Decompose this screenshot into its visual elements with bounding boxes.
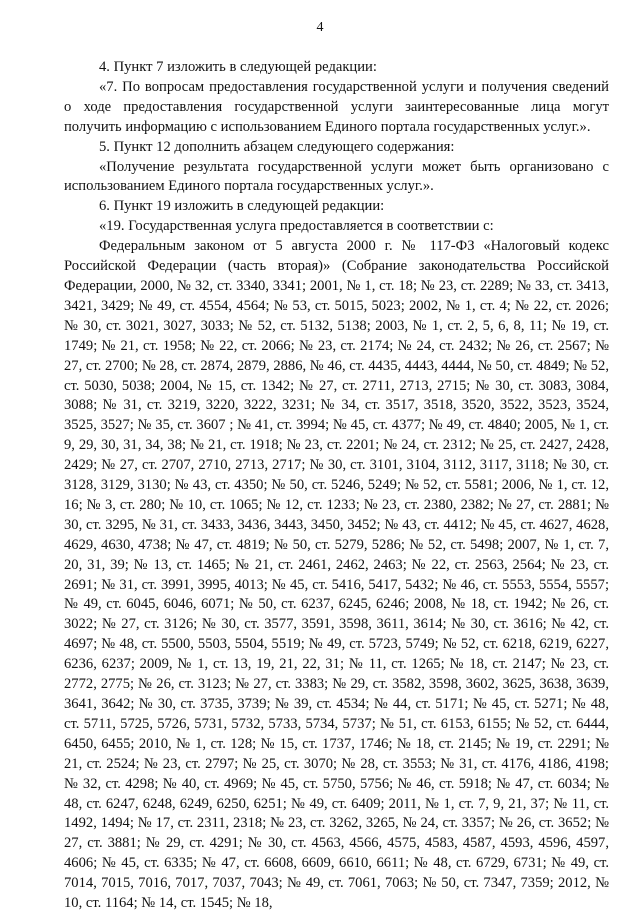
page-number: 4 <box>316 20 324 35</box>
document-body <box>64 58 609 914</box>
paragraph-tax-code-references: Федеральным законом от 5 августа 2000 г. № 117-ФЗ «Налоговый кодекс Российской Федерации (часть вторая)» (Собрание законодательства Российской Федерации, 2000, № 32, ст. 3340, 3341; 2001, № 1, ст. 18; № 23, ст. 2289; № 33, ст. 3413, 3421, 3429; № 49, ст. 4554, 4564; № 53, ст. 5015, 5023; 2002, № 1, ст. 4; № 22, ст. 2026; № 30, ст. 3021, 3027, 3033; № 52, ст. 5132, 5138; 2003, № 1, ст. 2, 5, 6, 8, 11; № 19, ст. 1749; № 21, ст. 1958; № 22, ст. 2066; № 23, ст. 2174; № 24, ст. 2432; № 26, ст. 2567; № 27, ст. 2700; № 28, ст. 2874, 2879, 2886, № 46, ст. 4435, 4443, 4444, № 50, ст. 4849; № 52, ст. 5030, 5038; 2004, № 15, ст. 1342; № 27, ст. 2711, 2713, 2715; № 30, ст. 3083, 3084, 3088; № 31, ст. 3219, 3220, 3222, 3231; № 34, ст. 3517, 3518, 3520, 3522, 3523, 3524, 3525, 3527; № 35, ст. 3607 ; № 41, ст. 3994; № 45, ст. 4377; № 49, ст. 4840; 2005, № 1, ст. 9, 29, 30, 31, 34, 38; № 21, ст. 1918; № 23, ст. 2201; № 24, ст. 2312; № 25, ст. 2427, 2428, 2429; № 27, ст. 2707, 2710, 2713, 2717; № 30, ст. 3101, 3104, 3112, 3117, 3118; № 30, ст. 3128, 3129, 3130; № 43, ст. 4350; № 50, ст. 5246, 5249; № 52, ст. 5581; 2006, № 1, ст. 12, 16; № 3, ст. 280; № 10, ст. 1065; № 12, ст. 1233; № 23, ст. 2380, 2382; № 27, ст. 2881; № 30, ст. 3295, № 31, ст. 3433, 3436, 3443, 3450, 3452; № 43, ст. 4412; № 45, ст. 4627, 4628, 4629, 4630, 4738; № 47, ст. 4819; № 50, ст. 5279, 5286; № 52, ст. 5498; 2007, № 1, ст. 7, 20, 31, 39; № 13, ст. 1465; № 21, ст. 2461, 2462, 2463; № 22, ст. 2563, 2564; № 23, ст. 2691; № 31, ст. 3991, 3995, 4013; № 45, ст. 5416, 5417, 5432; № 46, ст. 5553, 5554, 5557; № 49, ст. 6045, 6046, 6071; № 50, ст. 6237, 6245, 6246; 2008, № 18, ст. 1942; № 26, ст. 3022; № 27, ст. 3126; № 30, ст. 3577, 3591, 3598, 3611, 3614; № 30, ст. 3616; № 42, ст. 4697; № 48, ст. 5500, 5503, 5504, 5519; № 49, ст. 5723, 5749; № 52, ст. 6218, 6219, 6227, 6236, 6237; 2009, № 1, ст. 13, 19, 21, 22, 31; № 11, ст. 1265; № 18, ст. 2147; № 23, ст. 2772, 2775; № 26, ст. 3123; № 27, ст. 3383; № 29, ст. 3582, 3598, 3602, 3625, 3638, 3639, 3641, 3642; № 30, ст. 3735, 3739; № 39, ст. 4534; № 44, ст. 5171; № 45, ст. 5271; № 48, ст. 5711, 5725, 5726, 5731, 5732, 5733, 5734, 5737; № 51, ст. 6153, 6155; № 52, ст. 6444, 6450, 6455; 2010, № 1, ст. 128; № 15, ст. 1737, 1746; № 18, ст. 2145; № 19, ст. 2291; № 21, ст. 2524; № 23, ст. 2797; № 25, ст. 3070; № 28, ст. 3553; № 31, ст. 4176, 4186, 4198; № 32, ст. 4298; № 40, ст. 4969; № 45, ст. 5750, 5756; № 46, ст. 5918; № 47, ст. 6034; № 48, ст. 6247, 6248, 6249, 6250, 6251; № 49, ст. 6409; 2011, № 1, ст. 7, 9, 21, 37; № 11, ст. 1492, 1494; № 17, ст. 2311, 2318; № 23, ст. 3262, 3265, № 24, ст. 3357; № 26, ст. 3652; № 27, ст. 3881; № 29, ст. 4291; № 30, ст. 4563, 4566, 4575, 4583, 4587, 4593, 4596, 4597, 4606; № 45, ст. 6335; № 47, ст. 6608, 6609, 6610, 6611; № 48, ст. 6729, 6731; № 49, ст. 7014, 7015, 7016, 7017, 7037, 7043; № 49, ст. 7061, 7063; № 50, ст. 7347, 7359; 2012, № 10, ст. 1164; № 14, ст. 1545; № 18, <box>64 238 609 912</box>
paragraph-item-4: 4. Пункт 7 изложить в следующей редакции: <box>99 59 377 75</box>
paragraph-item-12-addition: «Получение результата государственной услуги может быть организовано с использованием Единого портала государственных услуг.». <box>64 158 609 195</box>
paragraph-item-19-intro: «19. Государственная услуга предоставляется в соответствии с: <box>99 218 494 235</box>
paragraph-item-5: 5. Пункт 12 дополнить абзацем следующего содержания: <box>99 138 455 155</box>
paragraph-item-7-text: «7. По вопросам предоставления государственной услуги и получения сведений о ходе предоставления государственной услуги заинтересованные лица могут получить информацию с использованием Единого портала государственных услуг.». <box>64 78 609 135</box>
paragraph-item-6: 6. Пункт 19 изложить в следующей редакции: <box>99 198 385 215</box>
